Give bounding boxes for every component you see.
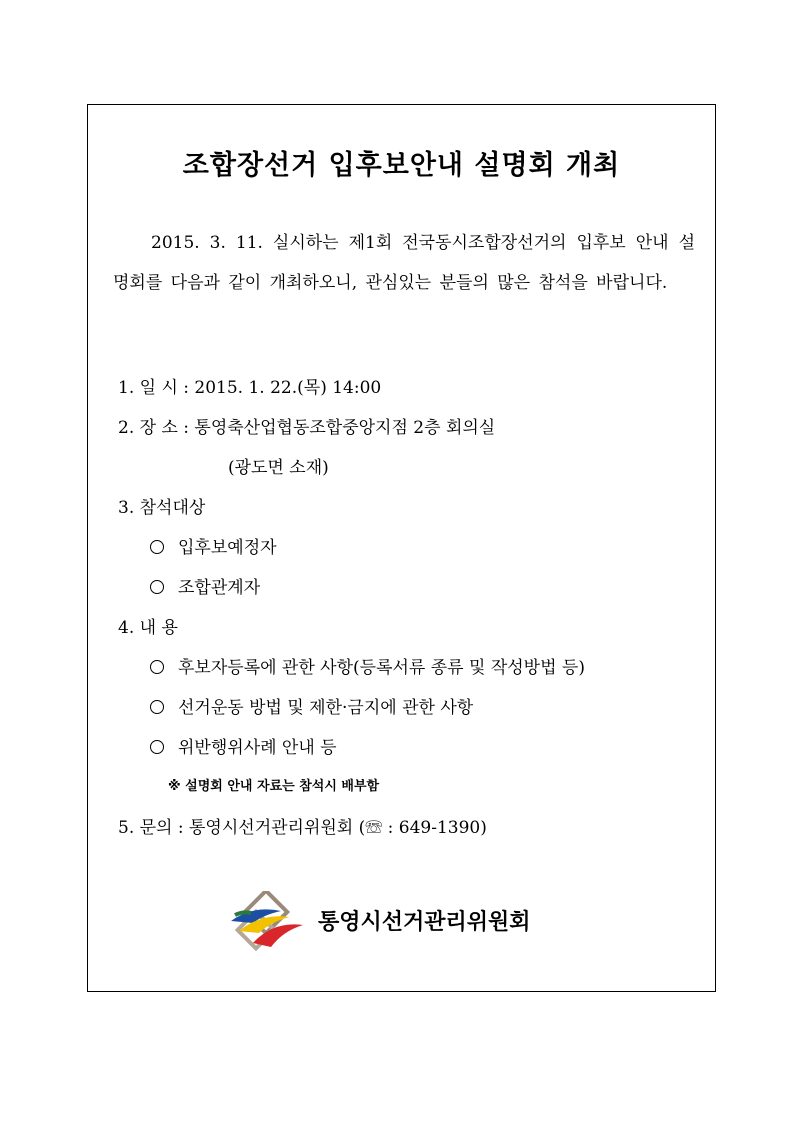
intro-paragraph <box>113 223 695 303</box>
item-content-heading: 4. 내 용 <box>118 618 178 638</box>
list-item <box>150 693 473 718</box>
page-title: 조합장선거 입후보안내 설명회 개최 <box>182 150 621 181</box>
item-location: 2. 장 소 : 통영축산업협동조합중앙지점 2층 회의실 <box>118 418 496 438</box>
item-datetime: 1. 일 시 : 2015. 1. 22.(목) 14:00 <box>118 378 382 398</box>
circle-bullet-icon <box>150 700 164 714</box>
list-item-label: 입후보예정자 <box>178 538 277 558</box>
commission-name: 통영시선거관리위원회 <box>318 910 531 935</box>
item-location-sub: (광도면 소재) <box>228 458 329 478</box>
list-item <box>150 533 277 558</box>
list-item-label: 조합관계자 <box>178 578 261 598</box>
handout-note: ※ 설명회 안내 자료는 참석시 배부함 <box>168 779 380 794</box>
circle-bullet-icon <box>150 580 164 594</box>
list-item <box>150 653 585 678</box>
list-item <box>150 733 337 758</box>
list-item-label: 위반행위사례 안내 등 <box>178 738 337 758</box>
intro-text: 2015. 3. 11. 실시하는 제1회 전국동시조합장선거의 입후보 안내 설명회를 다음과 같이 개최하오니, 관심있는 분들의 많은 참석을 바랍니다. <box>113 233 695 293</box>
list-item <box>150 573 260 598</box>
list-item-label: 선거운동 방법 및 제한·금지에 관한 사항 <box>178 698 474 718</box>
circle-bullet-icon <box>150 540 164 554</box>
election-commission-emblem-icon <box>223 891 313 955</box>
item-attendees-heading: 3. 참석대상 <box>118 498 206 518</box>
notice-frame <box>87 104 716 992</box>
item-contact: 5. 문의 : 통영시선거관리위원회 (☏ : 649-1390) <box>118 818 487 838</box>
circle-bullet-icon <box>150 660 164 674</box>
list-item-label: 후보자등록에 관한 사항(등록서류 종류 및 작성방법 등) <box>178 658 585 678</box>
circle-bullet-icon <box>150 740 164 754</box>
commission-logo <box>223 891 543 955</box>
